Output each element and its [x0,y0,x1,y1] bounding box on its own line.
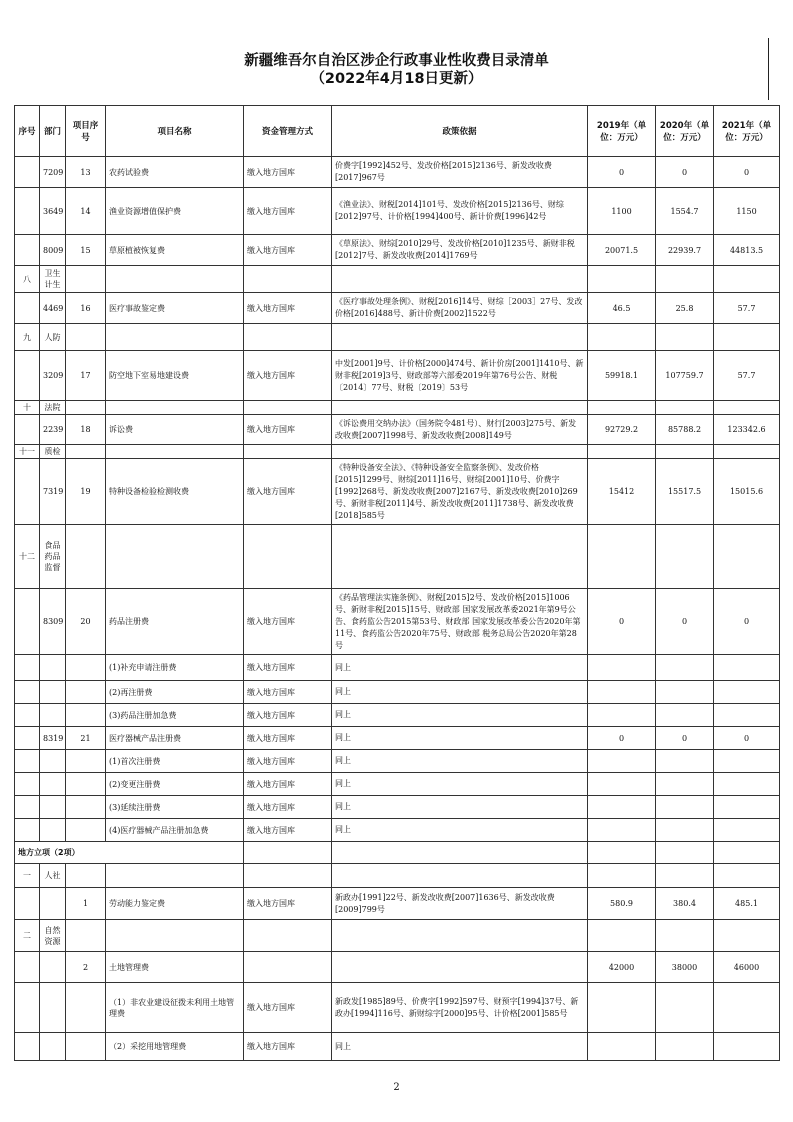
policy-basis: 同上 [332,750,588,773]
item-name: 农药试验费 [106,157,244,188]
value-2021: 44813.5 [714,235,780,266]
value-2021: 57.7 [714,293,780,324]
value-2019: 20071.5 [588,235,656,266]
item-name: 药品注册费 [106,589,244,655]
table-row [15,415,780,445]
section-row [15,920,780,952]
sub-item-name: （2）采挖用地管理费 [106,1033,244,1061]
table-row [15,235,780,266]
sub-item-row [15,1033,780,1061]
item-no: 21 [66,727,106,750]
section-row [15,266,780,293]
fund-method: 缴入地方国库 [244,1033,332,1061]
item-no: 15 [66,235,106,266]
policy-basis: 《诉讼费用交纳办法》（国务院令481号）、财行[2003]275号、新发改收费[2007]1998号、新发改收费[2008]149号 [332,415,588,445]
value-2020: 85788.2 [656,415,714,445]
value-2021: 0 [714,157,780,188]
section-seq: 一 [15,864,40,888]
dept-code: 7319 [40,459,66,525]
value-2020: 380.4 [656,888,714,920]
policy-basis: 中发[2001]9号、计价格[2000]474号、新计价房[2001]1410号、新财非税[2019]3号、财政部等六部委2019年第76号公告、财税〔2014〕77号、财税〔2019〕53号 [332,351,588,401]
section-seq: 十二 [15,525,40,589]
fund-method: 缴入地方国库 [244,235,332,266]
section-dept: 食品药品监督 [40,525,66,589]
dept-code: 8009 [40,235,66,266]
policy-basis: 同上 [332,819,588,842]
fund-method: 缴入地方国库 [244,655,332,681]
value-2020: 25.8 [656,293,714,324]
section-row [15,445,780,459]
fee-table [14,105,780,1061]
policy-basis: 《药品管理法实施条例》、财税[2015]2号、发改价格[2015]1006号、新财非税[2015]15号、财政部 国家发展改革委2021年第9号公告、食药监公告2015第53号、财政部 国家发展改革委公告2020年第11号、食药监公告2020年75号、财政部 税务总局公告2020年第28号 [332,589,588,655]
table-row [15,589,780,655]
policy-basis: 《草原法》、财综[2010]29号、发改价格[2010]1235号、新财非税[2012]7号、新发改收费[2014]1769号 [332,235,588,266]
fund-method: 缴入地方国库 [244,983,332,1033]
item-no: 16 [66,293,106,324]
title-line-1: 新疆维吾尔自治区涉企行政事业性收费目录清单 [244,53,549,69]
dept-code: 8319 [40,727,66,750]
col-item-no: 项目序号 [66,106,106,157]
col-policy: 政策依据 [332,106,588,157]
value-2019: 580.9 [588,888,656,920]
section-row [15,525,780,589]
table-row [15,459,780,525]
col-2020: 2020年（单位：万元） [656,106,714,157]
sub-item-name: (3)延续注册费 [106,796,244,819]
value-2020: 22939.7 [656,235,714,266]
sub-item-row [15,681,780,704]
col-seq: 序号 [15,106,40,157]
table-row [15,888,780,920]
col-name: 项目名称 [106,106,244,157]
sub-item-row [15,819,780,842]
value-2020: 38000 [656,952,714,983]
sub-item-row [15,750,780,773]
value-2020: 15517.5 [656,459,714,525]
item-name: 诉讼费 [106,415,244,445]
section-dept: 法院 [40,401,66,415]
section-seq: 八 [15,266,40,293]
item-no: 19 [66,459,106,525]
fund-method: 缴入地方国库 [244,773,332,796]
section-row [15,864,780,888]
dept-code: 8309 [40,589,66,655]
section-dept: 人社 [40,864,66,888]
value-2021: 123342.6 [714,415,780,445]
item-no: 1 [66,888,106,920]
section-dept: 自然资源 [40,920,66,952]
section-seq: 九 [15,324,40,351]
title-line-2: （2022年4月18日更新） [310,71,483,87]
value-2020: 107759.7 [656,351,714,401]
policy-basis: 同上 [332,773,588,796]
dept-code: 2239 [40,415,66,445]
dept-code: 4469 [40,293,66,324]
sub-item-name: (2)变更注册费 [106,773,244,796]
item-name: 医疗器械产品注册费 [106,727,244,750]
item-no: 20 [66,589,106,655]
item-no: 2 [66,952,106,983]
fund-method: 缴入地方国库 [244,351,332,401]
document-title [0,52,793,88]
value-2020: 0 [656,589,714,655]
value-2021: 1150 [714,188,780,235]
policy-basis: 同上 [332,655,588,681]
item-no: 14 [66,188,106,235]
fund-method: 缴入地方国库 [244,459,332,525]
fund-method: 缴入地方国库 [244,188,332,235]
table-row [15,351,780,401]
item-name: 防空地下室易地建设费 [106,351,244,401]
fund-method: 缴入地方国库 [244,589,332,655]
local-section-row [15,842,780,864]
section-dept: 卫生计生 [40,266,66,293]
value-2020: 0 [656,727,714,750]
value-2021: 46000 [714,952,780,983]
value-2019: 15412 [588,459,656,525]
sub-item-name: (2)再注册费 [106,681,244,704]
section-dept: 质检 [40,445,66,459]
fund-method: 缴入地方国库 [244,157,332,188]
header-row [15,106,780,157]
section-seq: 十一 [15,445,40,459]
section-seq: 十 [15,401,40,415]
policy-basis: 《渔业法》、财税[2014]101号、发改价格[2015]2136号、财综[2012]97号、计价格[1994]400号、新计价费[1996]42号 [332,188,588,235]
sub-item-row [15,796,780,819]
fund-method: 缴入地方国库 [244,750,332,773]
fund-method: 缴入地方国库 [244,681,332,704]
value-2019: 1100 [588,188,656,235]
value-2019: 0 [588,727,656,750]
table-row [15,952,780,983]
fund-method: 缴入地方国库 [244,293,332,324]
policy-basis: 《医疗事故处理条例》、财税[2016]14号、财综［2003］27号、发改价格[2016]488号、新计价费[2002]1522号 [332,293,588,324]
fund-method: 缴入地方国库 [244,704,332,727]
policy-basis: 新政发[1985]89号、价费字[1992]597号、财预字[1994]37号、新政办[1994]116号、新财综字[2000]95号、计价格[2001]585号 [332,983,588,1033]
item-name: 劳动能力鉴定费 [106,888,244,920]
item-name: 草原植被恢复费 [106,235,244,266]
item-no: 17 [66,351,106,401]
policy-basis: 价费字[1992]452号、发改价格[2015]2136号、新发改收费[2017]967号 [332,157,588,188]
policy-basis: 《特种设备安全法》、《特种设备安全监察条例》、发改价格[2015]1299号、财综[2011]16号、财综[2001]10号、价费字[1992]268号、新发改收费[2007]2167号、新发改收费[2010]269号、新财非税[2011]4号、新发改收费[2011]1738号、新发改收费[2018]585号 [332,459,588,525]
dept-code: 7209 [40,157,66,188]
value-2020: 1554.7 [656,188,714,235]
value-2019: 42000 [588,952,656,983]
item-name: 医疗事故鉴定费 [106,293,244,324]
item-name: 特种设备检验检测收费 [106,459,244,525]
dept-code: 3649 [40,188,66,235]
sub-item-row [15,704,780,727]
sub-item-name: (1)首次注册费 [106,750,244,773]
item-name: 土地管理费 [106,952,244,983]
policy-basis: 同上 [332,1033,588,1061]
policy-basis: 同上 [332,704,588,727]
sub-item-row [15,655,780,681]
fund-method: 缴入地方国库 [244,819,332,842]
policy-basis: 同上 [332,796,588,819]
section-seq: 二 [15,920,40,952]
local-section-label: 地方立项（2项） [15,842,244,864]
col-2019: 2019年（单位：万元） [588,106,656,157]
policy-basis: 同上 [332,681,588,704]
value-2020: 0 [656,157,714,188]
sub-item-row [15,773,780,796]
value-2021: 0 [714,727,780,750]
table-row [15,293,780,324]
col-dept: 部门 [40,106,66,157]
value-2019: 92729.2 [588,415,656,445]
value-2021: 57.7 [714,351,780,401]
col-fund: 资金管理方式 [244,106,332,157]
policy-basis: 新政办[1991]22号、新发改收费[2007]1636号、新发改收费[2009]799号 [332,888,588,920]
sub-item-name: (1)补充申请注册费 [106,655,244,681]
value-2019: 0 [588,589,656,655]
col-2021: 2021年（单位：万元） [714,106,780,157]
section-row [15,324,780,351]
section-dept: 人防 [40,324,66,351]
item-name: 渔业资源增值保护费 [106,188,244,235]
policy-basis: 同上 [332,727,588,750]
value-2021: 485.1 [714,888,780,920]
value-2021: 15015.6 [714,459,780,525]
item-no: 18 [66,415,106,445]
fund-method: 缴入地方国库 [244,727,332,750]
sub-item-name: (4)医疗器械产品注册加急费 [106,819,244,842]
section-row [15,401,780,415]
table-row [15,188,780,235]
value-2019: 0 [588,157,656,188]
table-row [15,727,780,750]
table-row [15,157,780,188]
fund-method: 缴入地方国库 [244,888,332,920]
page-number: 2 [393,1082,400,1093]
item-no: 13 [66,157,106,188]
sub-item-name: (3)药品注册加急费 [106,704,244,727]
fund-method: 缴入地方国库 [244,796,332,819]
value-2019: 46.5 [588,293,656,324]
fund-method: 缴入地方国库 [244,415,332,445]
value-2019: 59918.1 [588,351,656,401]
value-2021: 0 [714,589,780,655]
sub-item-name: （1）非农业建设征拨未利用土地管理费 [106,983,244,1033]
sub-item-row [15,983,780,1033]
dept-code: 3209 [40,351,66,401]
